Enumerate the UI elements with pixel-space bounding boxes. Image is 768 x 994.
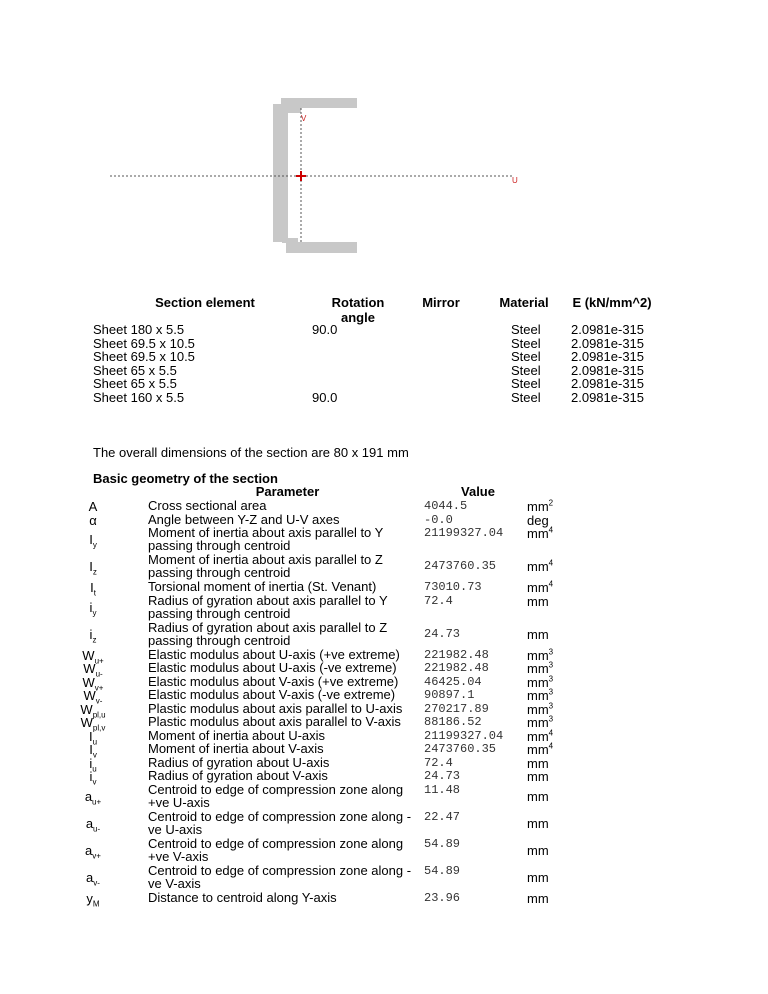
col-header-element: Section element bbox=[155, 295, 255, 310]
parameter-description: Radius of gyration about U-axis bbox=[148, 754, 330, 770]
v-axis-label: V bbox=[301, 114, 307, 123]
parameter-value: 2473760.35 bbox=[424, 742, 497, 756]
parameter-symbol: $I_z$ bbox=[89, 559, 97, 577]
parameter-value: 22.47 bbox=[424, 809, 461, 824]
parameter-value: 54.89 bbox=[424, 863, 461, 878]
top-inner-flange bbox=[281, 108, 301, 113]
element-name: Sheet 180 x 5.5 bbox=[93, 322, 185, 337]
parameter-unit: deg bbox=[527, 512, 549, 528]
parameter-symbol: $I_y$ bbox=[89, 532, 97, 550]
parameter-symbol: $i_z$ bbox=[89, 626, 97, 645]
parameter-value: 23.96 bbox=[424, 890, 461, 905]
parameter-symbol: $y_M$ bbox=[86, 890, 100, 909]
parameter-description: Plastic modulus about axis parallel to V-axis bbox=[148, 714, 401, 729]
parameter-description: Moment of inertia about V-axis bbox=[148, 741, 324, 756]
parameter-unit: $mm^4$ bbox=[527, 579, 554, 595]
geometry-title: Basic geometry of the section bbox=[93, 471, 278, 486]
parameter-description: Distance to centroid along Y-axis bbox=[148, 889, 337, 905]
parameter-value: 72.4 bbox=[424, 593, 453, 608]
element-name: Sheet 65 x 5.5 bbox=[93, 362, 177, 378]
parameter-symbol: $W_{v-}$ bbox=[83, 688, 103, 706]
parameter-value: 221982.48 bbox=[424, 661, 489, 675]
parameter-unit: mm bbox=[527, 842, 549, 858]
parameter-unit: $mm^2$ bbox=[527, 498, 554, 514]
parameter-unit: $mm^3$ bbox=[527, 647, 554, 663]
parameter-description: Torsional moment of inertia (St. Venant) bbox=[148, 579, 377, 594]
element-rotation: 90.0 bbox=[312, 322, 338, 337]
parameter-value: 4044.5 bbox=[424, 499, 468, 513]
parameter-unit: mm bbox=[527, 593, 549, 609]
element-rotation: 90.0 bbox=[312, 389, 338, 405]
element-material: Steel bbox=[511, 322, 541, 337]
parameter-symbol: A bbox=[88, 499, 98, 514]
parameter-unit: $mm^3$ bbox=[527, 714, 554, 730]
parameter-value: 88186.52 bbox=[424, 715, 482, 729]
geometry-header-value: Value bbox=[461, 484, 495, 499]
parameter-description: Moment of inertia about U-axis bbox=[148, 727, 326, 743]
parameter-value: 54.89 bbox=[424, 836, 461, 851]
parameter-description: Elastic modulus about V-axis (-ve extreme) bbox=[148, 687, 396, 702]
parameter-symbol: $I_t$ bbox=[90, 580, 96, 598]
col-header-rotation: Rotation angle bbox=[331, 295, 385, 325]
parameter-symbol: $W_{u+}$ bbox=[82, 647, 104, 666]
col-header-e: E (kN/mm^2) bbox=[572, 295, 652, 310]
parameter-unit: mm bbox=[527, 869, 549, 885]
element-name: Sheet 69.5 x 10.5 bbox=[93, 349, 195, 364]
parameter-description: Elastic modulus about U-axis (+ve extreme) bbox=[148, 646, 400, 662]
parameter-symbol: $W_{pl,u}$ bbox=[80, 701, 106, 720]
parameter-description: Cross sectional area bbox=[148, 498, 267, 513]
col-header-mirror: Mirror bbox=[422, 295, 460, 310]
parameter-unit: mm bbox=[527, 755, 549, 771]
parameter-description: Centroid to edge of compression zone along -ve U-axis bbox=[148, 808, 412, 837]
element-e: 2.0981e-315 bbox=[571, 322, 645, 337]
parameter-description: Moment of inertia about axis parallel to Y passing through centroid bbox=[148, 525, 384, 553]
parameter-description: Elastic modulus about V-axis (+ve extreme) bbox=[148, 673, 399, 689]
parameter-unit: mm bbox=[527, 769, 549, 784]
parameter-description: Moment of inertia about axis parallel to Z passing through centroid bbox=[148, 552, 383, 580]
parameter-value: 221982.48 bbox=[424, 647, 489, 662]
parameter-symbol: $i_v$ bbox=[89, 769, 97, 787]
element-e: 2.0981e-315 bbox=[571, 349, 645, 364]
parameter-value: 24.73 bbox=[424, 769, 461, 783]
parameter-value: 72.4 bbox=[424, 755, 453, 770]
parameter-unit: $mm^3$ bbox=[527, 687, 554, 703]
parameter-unit: mm bbox=[527, 626, 549, 642]
parameter-description: Radius of gyration about axis parallel to Y passing through centroid bbox=[148, 592, 388, 621]
parameter-value: 21199327.04 bbox=[424, 728, 504, 743]
top-flange bbox=[281, 98, 357, 108]
parameter-description: Radius of gyration about V-axis bbox=[148, 768, 328, 783]
parameter-description: Centroid to edge of compression zone along +ve V-axis bbox=[148, 835, 404, 864]
parameter-unit: $mm^3$ bbox=[527, 674, 554, 690]
parameter-unit: mm bbox=[527, 890, 549, 906]
element-e: 2.0981e-315 bbox=[571, 335, 645, 351]
u-axis-label: U bbox=[512, 176, 518, 185]
section-diagram bbox=[0, 0, 768, 280]
parameter-symbol: $W_{u-}$ bbox=[83, 661, 103, 679]
parameter-description: Centroid to edge of compression zone along +ve U-axis bbox=[148, 781, 404, 810]
parameter-description: Plastic modulus about axis parallel to U-axis bbox=[148, 700, 403, 716]
parameter-unit: $mm^3$ bbox=[527, 660, 554, 676]
parameter-symbol: $W_{v+}$ bbox=[82, 674, 104, 693]
parameter-unit: $mm^4$ bbox=[527, 728, 554, 744]
parameter-symbol: $i_y$ bbox=[89, 599, 97, 618]
parameter-value: 46425.04 bbox=[424, 674, 482, 689]
element-material: Steel bbox=[511, 362, 541, 378]
parameter-unit: $mm^4$ bbox=[527, 525, 554, 541]
parameter-symbol: $I_v$ bbox=[89, 742, 97, 760]
geometry-header-parameter: Parameter bbox=[255, 484, 320, 499]
parameter-value: 24.73 bbox=[424, 626, 461, 641]
parameter-unit: mm bbox=[527, 788, 549, 804]
parameter-unit: $mm^4$ bbox=[527, 741, 554, 757]
parameter-unit: $mm^4$ bbox=[527, 558, 554, 574]
element-material: Steel bbox=[511, 376, 541, 391]
parameter-value: 21199327.04 bbox=[424, 526, 504, 540]
parameter-symbol: α bbox=[89, 512, 97, 528]
element-name: Sheet 69.5 x 10.5 bbox=[93, 335, 195, 351]
element-name: Sheet 65 x 5.5 bbox=[93, 376, 177, 391]
parameter-symbol: $I_u$ bbox=[88, 728, 98, 747]
parameter-value: 73010.73 bbox=[424, 580, 482, 594]
parameter-symbol: $W_{pl,v}$ bbox=[80, 715, 106, 733]
parameter-value: 90897.1 bbox=[424, 688, 475, 702]
parameter-symbol: $a_{u-}$ bbox=[85, 815, 101, 834]
parameter-value: 2473760.35 bbox=[424, 559, 497, 573]
parameter-description: Radius of gyration about axis parallel to Z passing through centroid bbox=[148, 619, 388, 648]
parameter-symbol: $a_{u+}$ bbox=[84, 788, 102, 807]
element-e: 2.0981e-315 bbox=[571, 376, 645, 391]
parameter-description: Elastic modulus about U-axis (-ve extreme) bbox=[148, 660, 397, 675]
parameter-unit: $mm^3$ bbox=[527, 701, 554, 717]
overall-dimensions: The overall dimensions of the section are 80 x 191 mm bbox=[93, 445, 409, 460]
web-outer bbox=[273, 104, 282, 242]
parameter-unit: mm bbox=[527, 815, 549, 831]
element-e: 2.0981e-315 bbox=[571, 389, 645, 405]
element-material: Steel bbox=[511, 389, 541, 405]
bottom-flange bbox=[286, 242, 357, 253]
element-material: Steel bbox=[511, 349, 541, 364]
element-e: 2.0981e-315 bbox=[571, 362, 645, 378]
col-header-material: Material bbox=[499, 295, 549, 310]
element-name: Sheet 160 x 5.5 bbox=[93, 389, 185, 405]
element-material: Steel bbox=[511, 335, 541, 351]
parameter-value: 11.48 bbox=[424, 782, 461, 797]
parameter-description: Angle between Y-Z and U-V axes bbox=[148, 511, 340, 527]
parameter-symbol: $a_{v-}$ bbox=[86, 869, 100, 888]
parameter-value: 270217.89 bbox=[424, 701, 489, 716]
parameter-symbol: $i_u$ bbox=[89, 755, 97, 774]
parameter-value: -0.0 bbox=[424, 512, 453, 527]
parameter-symbol: $a_{v+}$ bbox=[85, 842, 101, 861]
bottom-inner-flange bbox=[282, 238, 298, 243]
parameter-description: Centroid to edge of compression zone along -ve V-axis bbox=[148, 862, 412, 891]
